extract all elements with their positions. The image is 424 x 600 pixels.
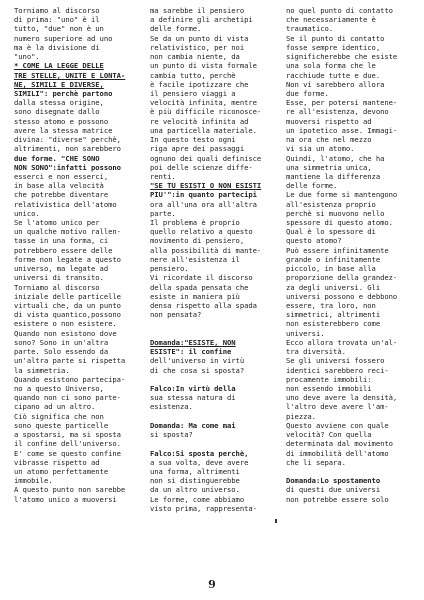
text-line: di vista quantico,possono (14, 310, 121, 320)
text-line (150, 375, 284, 384)
text-line: piezza. (286, 411, 316, 421)
text-line: "SE TU ESISTI O NON ESISTI (150, 181, 262, 191)
text-line: dalla stessa origine, (14, 98, 104, 108)
text-line: il pensiero viaggi a (150, 88, 236, 98)
text-line: forme non legate a questo (14, 254, 121, 264)
text-line: questo atomo? (286, 236, 342, 246)
text-line: significherebbe che esiste (286, 52, 398, 62)
text-line: alla possibilità di mante- (150, 245, 262, 255)
text-line: un ipotetico asse. Immagi- (286, 125, 398, 135)
text-line: è facile ipotizzare che (150, 79, 249, 89)
text-line: unico. (14, 208, 40, 218)
text-line: Qual è lo spessore di (286, 227, 376, 237)
text-line: esistere o non esistere. (14, 319, 117, 329)
text-line: delle forme. (150, 24, 202, 34)
text-line: due forme. (286, 88, 329, 98)
text-line: di questi due universi (286, 485, 381, 495)
text-line: divina: "diverse" perchè, (14, 135, 121, 145)
text-line: un qualche motivo rallen- (14, 227, 121, 237)
text-line: densa rispetto alla spada (150, 301, 257, 310)
text-line: dell'universo in virtù (150, 356, 245, 366)
text-line: si sposta? (150, 430, 193, 440)
text-line: che li separa. (286, 457, 346, 467)
text-line: na ora che nel mezzo (286, 135, 372, 145)
text-line: relativistico, per noi (150, 42, 245, 52)
text-line: esiste in maniera più (150, 291, 240, 301)
text-line: movimento di pensiero, (150, 236, 245, 246)
text-line: è più difficile riconosce- (150, 107, 262, 117)
text-line: da un altro universo. (150, 485, 240, 495)
text-line: velocità infinita, mentre (150, 98, 257, 108)
text-line: Se gli universi fossero (286, 356, 385, 366)
text-line: non esisterebbero come (286, 319, 381, 329)
text-line: ma sarebbe il pensiero (150, 6, 245, 15)
text-line: simmetrici, altrimenti (286, 310, 381, 320)
text-line: Il problema è proprio (150, 218, 240, 228)
text-line: uno deve avere la densità, (286, 393, 398, 403)
text-line: esistenza. (150, 402, 193, 412)
text-line: tasse in una forma, ci (14, 236, 109, 246)
text-line: Esse, per potersi mantene- (286, 98, 398, 108)
text-line: NE, SIMILI E DIVERSE, (14, 79, 104, 89)
text-line: re all'esistenza, devono (286, 107, 389, 117)
text-line (150, 439, 284, 448)
text-line: ognuno dei quali definisce (150, 153, 262, 163)
text-line: no a questo Universo, (14, 383, 104, 393)
text-line: essere, tra loro, non (286, 301, 376, 310)
text-line (150, 329, 284, 338)
text-line: virtuali che, da un punto (14, 301, 121, 310)
text-line: Ciò significa che non (14, 411, 104, 421)
text-line: Le due forme si mantengono (286, 190, 398, 200)
text-line: non cambia niente, da (150, 52, 240, 62)
text-line: un punto di vista formale (150, 61, 257, 71)
text-line: velocità? Con quella (286, 430, 372, 440)
text-line: poi delle scienze diffe- (150, 162, 253, 172)
text-line: Le forme, come abbiamo (150, 494, 245, 504)
text-column-3 (286, 6, 416, 504)
text-line: sono queste particelle (14, 420, 109, 430)
text-line: non potrebbe essere solo (286, 494, 389, 504)
text-line: due forme. "CHE SONO (14, 153, 100, 163)
text-line: ESISTE": il confine (150, 347, 232, 357)
text-line: Domanda: Ma come mai (150, 420, 236, 430)
text-line: mantiene la differenza (286, 171, 381, 181)
text-line: tra diversità. (286, 347, 346, 357)
text-line: re velocità infinita ad (150, 116, 249, 126)
text-line: visto prima, rappresenta- (150, 503, 257, 513)
text-line: Falco:In virtù della (150, 383, 236, 393)
text-line: avere la stessa matrice (14, 125, 113, 135)
text-line: riga apre dei passaggi (150, 144, 245, 154)
text-line: della spada pensata che (150, 282, 249, 292)
text-line: E' come se questo confine (14, 448, 121, 458)
text-line: traumatico. (286, 24, 334, 34)
text-line: universi. (286, 328, 325, 338)
text-line: Torniamo al discorso (14, 6, 100, 15)
text-line: Se da un punto di vista (150, 33, 249, 43)
text-line: Quindi, l'atomo, che ha (286, 153, 385, 163)
text-line: Questo avviene con quale (286, 420, 389, 430)
text-line: NON SONO":infatti possono (14, 162, 121, 172)
text-line: Domanda:Lo spostamento (286, 476, 381, 486)
text-line: Quando esistono partecipa- (14, 374, 126, 384)
text-line: quello relativo a questo (150, 227, 253, 237)
text-line: "uno". (14, 52, 40, 62)
text-line: Falco:Si sposta perchè, (150, 448, 249, 458)
text-line: iniziale delle particelle (14, 291, 121, 301)
text-line: che necessariamente è (286, 15, 376, 25)
text-line: una particella materiale. (150, 125, 257, 135)
text-line: Domanda:"ESISTE, NON (150, 337, 236, 347)
text-column-1 (14, 6, 148, 504)
text-line: sono? Sono in un'altra (14, 337, 109, 347)
text-line: PIU'":in quanto partecipi (150, 190, 257, 200)
text-line: parte. (150, 208, 176, 218)
text-line: A questo punto non sarebbe (14, 485, 126, 495)
text-line: no quel punto di contatto (286, 6, 393, 15)
text-line: Quando non esistono dove (14, 328, 117, 338)
text-line: a spostarsi, ma si sposta (14, 430, 121, 440)
text-line: nere all'esistenza il (150, 254, 240, 264)
text-line: vi sia un atomo. (286, 144, 355, 154)
text-line: non essendo immobili (286, 383, 372, 393)
text-line: all'esistenza proprio (286, 199, 376, 209)
text-line: non pensata? (150, 310, 202, 320)
text-line: altrimenti, non sarebbero (14, 144, 121, 154)
text-line: In questo testo ogni (150, 135, 236, 145)
text-line: procamente immobili: (286, 374, 372, 384)
text-line: che potrebbe diventare (14, 190, 109, 200)
text-line: un'altra parte si rispetta (14, 356, 126, 366)
text-line: universi di transito. (14, 273, 104, 283)
text-line: potrebbero essere delle (14, 245, 113, 255)
text-line: TRE STELLE, UNITE E LONTA- (14, 70, 126, 80)
page-number: 9 (208, 578, 216, 591)
text-line (150, 412, 284, 421)
text-line: renti. (150, 171, 176, 181)
text-line: relativistica dell'atomo (14, 199, 117, 209)
text-line: fosse sempre identico, (286, 42, 381, 52)
text-line: racchiude tutte e due. (286, 70, 381, 80)
text-line: una sola forma che le (286, 61, 376, 71)
text-line: identici sarebbero reci- (286, 365, 389, 375)
text-line: una forma, altrimenti (150, 466, 240, 476)
text-line: spessore di questo atomo. (286, 218, 393, 228)
text-line: grande o infinitamente (286, 254, 381, 264)
text-line: muoversi rispetto ad (286, 116, 372, 126)
text-line: di immobilità dell'atomo (286, 448, 389, 458)
text-line (150, 319, 284, 328)
text-line: cambia tutto, perchè (150, 70, 236, 80)
text-line: * COME LA LEGGE DELLE (14, 61, 104, 71)
stray-mark (275, 519, 277, 523)
text-line: Può essere infinitamente (286, 245, 389, 255)
text-line: pensiero. (150, 264, 189, 274)
text-line: Non vi sarebbero allora (286, 79, 385, 89)
text-line: esserci e non esserci, (14, 171, 109, 181)
text-line: determinata dal movimento (286, 439, 393, 449)
text-line: SIMILI": perchè partono (14, 88, 113, 98)
text-line (286, 467, 416, 476)
text-line: piccolo, in base alla (286, 264, 376, 274)
text-line: un atomo perfettamente (14, 466, 109, 476)
text-line: sua stessa natura di (150, 393, 236, 403)
text-line: ora all'una ora all'altra (150, 199, 257, 209)
text-line: immobile. (14, 476, 53, 486)
text-line: di che cosa si sposta? (150, 365, 245, 375)
text-line: za degli universi. Gli (286, 282, 381, 292)
text-line: Torniamo al discorso (14, 282, 100, 292)
text-line: Se il punto di contatto (286, 33, 385, 43)
text-line: universo, ma legate ad (14, 264, 109, 274)
text-column-2 (150, 6, 284, 513)
text-line: proporzione della grandez- (286, 273, 398, 283)
text-line: Se l'atomo unico per (14, 218, 100, 228)
text-line: vibrasse rispetto ad (14, 457, 100, 467)
text-line: una simmetria unica, (286, 162, 372, 172)
text-line: universi possono e debbono (286, 291, 398, 301)
text-line: cipano ad un altro. (14, 402, 96, 412)
text-line: delle forme. (286, 181, 338, 191)
text-line: a definire gli archetipi (150, 15, 253, 25)
text-line: Ecco allora trovata un'al- (286, 337, 398, 347)
text-line: perchè si muovono nello (286, 208, 385, 218)
text-line: ma è la divisione di (14, 42, 100, 52)
text-line: l'altro deve avere l'am- (286, 402, 389, 412)
text-line: l'atomo unico a muoversi (14, 494, 117, 504)
text-line: il confine dell'universo. (14, 439, 121, 449)
text-line: sono disegnate dallo (14, 107, 100, 117)
text-line: a sua volta, deve avere (150, 457, 249, 467)
text-line: quando non ci sono parte- (14, 393, 121, 403)
text-line: numero superiore ad uno (14, 33, 113, 43)
text-line: parte. Solo essendo da (14, 347, 109, 357)
text-line: di prima: "uno" è il (14, 15, 100, 25)
text-line: tutto, "due" non è un (14, 24, 104, 34)
text-line: la simmetria. (14, 365, 70, 375)
text-line: non si distinguerebbe (150, 476, 240, 486)
text-line: in base alla velocità (14, 181, 104, 191)
text-line: Vi ricordate il discorso (150, 273, 253, 283)
text-line: stesso atomo e possono (14, 116, 109, 126)
